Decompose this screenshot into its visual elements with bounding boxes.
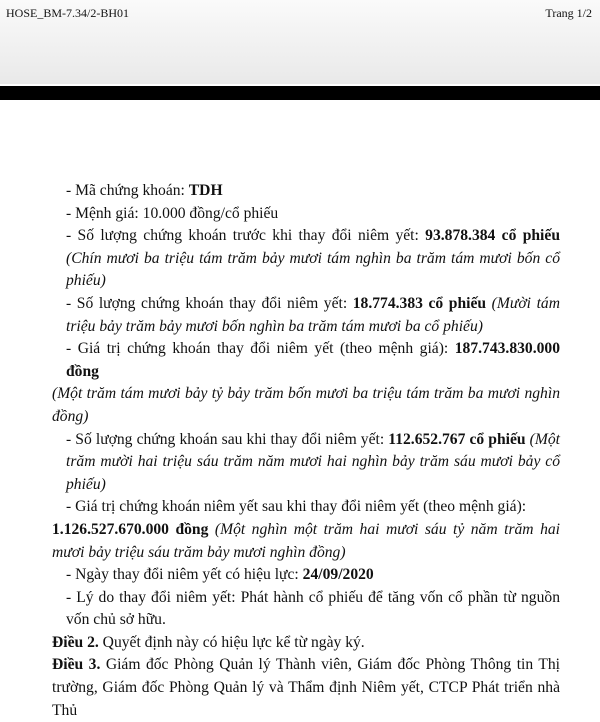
article-3-title: Điều 3. xyxy=(52,656,101,674)
after-par-line xyxy=(66,496,560,519)
change-par-value: 187.743.830.000 đồng xyxy=(66,340,560,380)
article-3-text: Giám đốc Phòng Quản lý Thành viên, Giám đốc Phòng Thông tin Thị trường, Giám đốc Phòng Quản lý và Thẩm định Niêm yết, CTCP Phát triển nhà Thủ xyxy=(52,656,560,719)
after-par-value-line xyxy=(52,519,560,564)
change-label: - Số lượng chứng khoán thay đổi niêm yết: xyxy=(66,294,353,312)
change-par-label: - Giá trị chứng khoán thay đổi niêm yết (theo mệnh giá): xyxy=(66,340,455,358)
after-par-label: - Giá trị chứng khoán niêm yết sau khi thay đổi niêm yết (theo mệnh giá): xyxy=(66,498,527,516)
ticker-line xyxy=(66,180,560,203)
change-words: (Mười tám triệu bảy trăm bảy mươi bốn nghìn ba trăm tám mươi ba cổ phiếu) xyxy=(66,294,560,335)
par-value-line: - Mệnh giá: 10.000 đồng/cổ phiếu xyxy=(66,204,279,222)
ticker-label: - Mã chứng khoán: xyxy=(66,182,189,199)
page-number: Trang 1/2 xyxy=(545,6,592,20)
after-line xyxy=(66,429,560,497)
ticker-value: TDH xyxy=(188,182,223,199)
after-par-value: 1.126.527.670.000 đồng xyxy=(52,520,209,538)
after-value: 112.652.767 cổ phiếu xyxy=(388,430,526,448)
form-code: HOSE_BM-7.34/2-BH01 xyxy=(6,6,130,20)
effective-line xyxy=(66,564,560,587)
before-line xyxy=(66,225,560,293)
change-line xyxy=(66,293,560,338)
article-3 xyxy=(52,654,560,722)
change-par-words: (Một trăm tám mươi bảy tỷ bảy trăm bốn mươi ba triệu tám trăm ba mươi nghìn đồng) xyxy=(52,385,560,425)
reason-line: - Lý do thay đổi niêm yết: Phát hành cổ phiếu để tăng vốn cổ phần từ nguồn vốn chủ sở hữu. xyxy=(66,588,560,629)
before-label: - Số lượng chứng khoán trước khi thay đổi niêm yết: xyxy=(66,227,426,245)
after-words: (Một trăm mười hai triệu sáu trăm năm mươi hai nghìn bảy trăm sáu mươi bảy cổ phiếu) xyxy=(66,430,560,493)
page-divider xyxy=(0,86,600,100)
after-par-words: (Một nghìn một trăm hai mươi sáu tỷ năm trăm hai mươi bảy triệu sáu trăm bảy mươi nghìn đồng) xyxy=(52,520,560,561)
after-label: - Số lượng chứng khoán sau khi thay đổi niêm yết: xyxy=(66,430,389,448)
article-2-text: Quyết định này có hiệu lực kể từ ngày ký. xyxy=(98,633,365,651)
change-par-line xyxy=(66,338,560,383)
before-words: (Chín mươi ba triệu tám trăm bảy mươi tám nghìn ba trăm tám mươi bốn cổ phiếu) xyxy=(66,249,560,290)
article-2-title: Điều 2. xyxy=(52,633,99,651)
document-body xyxy=(52,180,560,722)
article-2 xyxy=(52,632,560,655)
effective-label: - Ngày thay đổi niêm yết có hiệu lực: xyxy=(66,566,303,584)
effective-value: 24/09/2020 xyxy=(302,566,374,584)
page-header-area xyxy=(0,0,600,84)
change-value: 18.774.383 cổ phiếu xyxy=(352,294,487,312)
before-value: 93.878.384 cổ phiếu xyxy=(425,227,560,245)
